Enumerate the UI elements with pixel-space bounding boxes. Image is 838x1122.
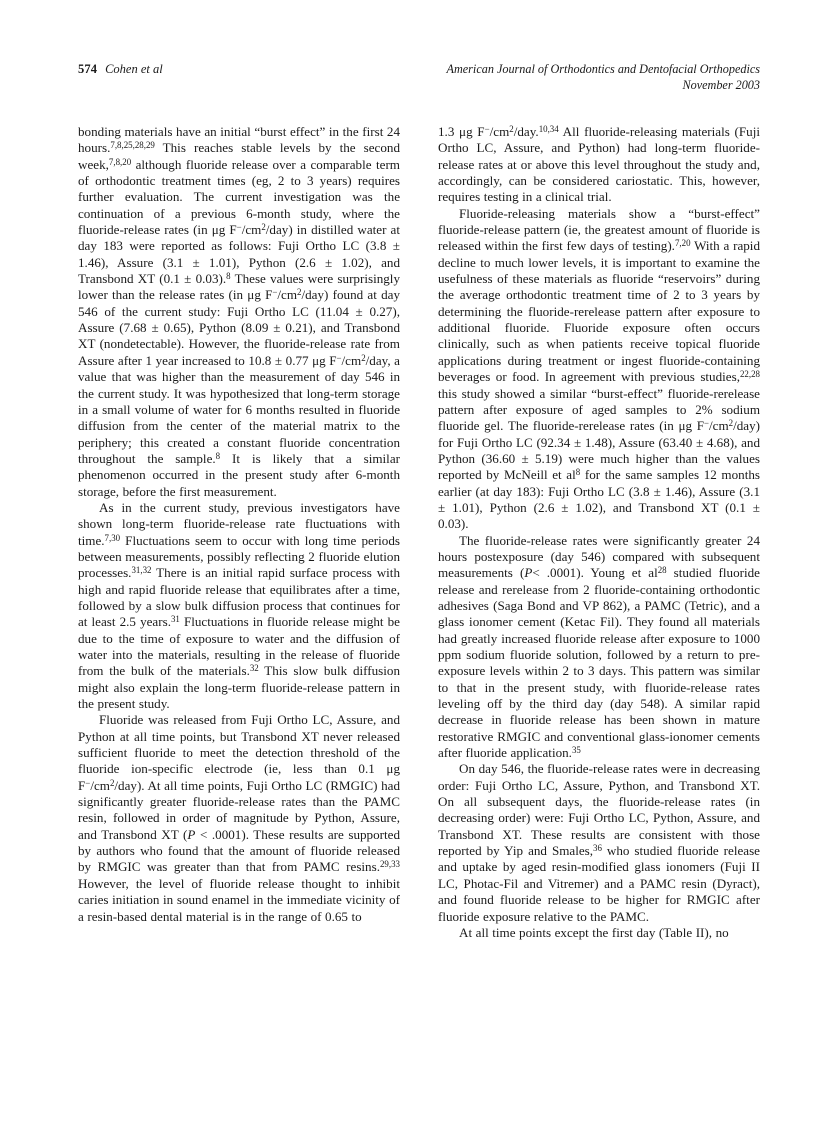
- paragraph: bonding materials have an initial “burst effect” in the first 24 hours.$^{7,8,25,28,29}$ This reaches stable levels by the second week,$^{7,8,20}$ although fluoride release over a comparable term of orthodontic treatment times (eg, 2 to 3 years) requires further evaluation. The current investigation was the continuation of a previous 6-month study, where the fluoride-release rates (in μg $F^-/cm^2/day$) in distilled water at day 183 were reported as follows: Fuji Ortho LC (3.8 ± 1.46), Assure (3.1 ± 1.01), Python (2.6 ± 1.02), and Transbond XT (0.1 ± 0.03).$^8$ These values were surprisingly lower than the release rates (in μg $F^-/cm^2/day$) found at day 546 of the current study: Fuji Ortho LC (11.04 ± 0.27), Assure (7.68 ± 0.65), Python (8.09 ± 0.21), and Transbond XT (nondetectable). However, the fluoride-release rate from Assure after 1 year increased to 10.8 ± 0.77 μg $F^-/cm^2$/day, a value that was higher than the measurement of day 546 in the current study. It was hypothesized that long-term storage in a small volume of water for 6 months resulted in fluoride diffusion from the center of the material matrix to the periphery; this created a constant fluoride concentration throughout the sample.$^8$ It is likely that a similar phenomenon occurred in the present study after 6-month storage, before the first measurement.: [78, 124, 400, 499]
- journal-title: American Journal of Orthodontics and Dentofacial Orthopedics: [446, 62, 760, 76]
- paragraph: On day 546, the fluoride-release rates were in decreasing order: Fuji Ortho LC, Assure, Python, and Transbond XT. On all subsequent days, the fluoride-release rates (in decreasing order) were: Fuji Ortho LC, Python, Assure, and Transbond XT. These results are consistent with those reported by Yip and Smales,$^{36}$ who studied fluoride release and uptake by aged resin-modified glass ionomers (Fuji II LC, Photac-Fil and Vitremer) and a PAMC resin (Dyract), and found fluoride release to be higher for RMGIC after fluoride exposure relative to the PAMC.: [438, 761, 760, 924]
- running-head-left: [78, 62, 163, 77]
- running-head-right: [447, 62, 760, 93]
- body-columns: [78, 124, 760, 1069]
- paragraph: As in the current study, previous investigators have shown long-term fluoride-release rate fluctuations with time.$^{7,30}$ Fluctuations seem to occur with long time periods between measurements, possibly reflecting 2 fluoride elution processes.$^{31,32}$ There is an initial rapid surface process with high and rapid fluoride release that equilibrates after a time, followed by a slow bulk diffusion process that continues for at least 2.5 years.$^{31}$ Fluctuations in fluoride release might be due to the time of exposure to water and the diffusion of water into the materials, resulting in the release of fluoride from the bulk of the materials.$^{32}$ This slow bulk diffusion might also explain the long-term fluoride-release pattern in the present study.: [78, 499, 400, 712]
- running-head-authors: Cohen et al: [105, 62, 163, 76]
- right-column: [438, 124, 760, 1069]
- page-number: 574: [78, 62, 98, 76]
- running-head: [78, 62, 760, 108]
- paragraph: Fluoride was released from Fuji Ortho LC, Assure, and Python at all time points, but Transbond XT never released sufficient fluoride to meet the detection threshold of the fluoride ion-specific electrode (ie, less than 0.1 μg $F^-/cm^2/day$). At all time points, Fuji Ortho LC (RMGIC) had significantly greater fluoride-release rates than the PAMC resin, followed in order of magnitude by Python, Assure, and Transbond XT (P < .0001). These results are supported by authors who found that the amount of fluoride released by RMGIC was greater than that from PAMC resins.$^{29,33}$ However, the level of fluoride release thought to inhibit caries initiation in sound enamel in the immediate vicinity of a resin-based dental material is in the range of 0.65 to: [78, 712, 400, 924]
- paragraph: The fluoride-release rates were significantly greater 24 hours postexposure (day 546) compared with subsequent measurements (P< .0001). Young et $al^{28}$ studied fluoride release and rerelease from 2 fluoride-containing orthodontic adhesives (Saga Bond and VP 862), a PAMC (Tetric), and a glass ionomer cement (Ketac Fil). They found all materials had greatly increased fluoride release after exposure to 1000 ppm sodium fluoride solution, followed by a return to pre-exposure levels within 2 to 3 days. This pattern was similar to that in the present study, with fluoride-release rates leveling off by the third day (day 548). A similar rapid decrease in fluoride release has been shown in mature restorative RMGIC and conventional glass-ionomer cements after fluoride application.$^{35}$: [438, 532, 760, 761]
- left-column: [78, 124, 400, 1069]
- paragraph: Fluoride-releasing materials show a “burst-effect” fluoride-release pattern (ie, the greatest amount of fluoride is released within the first few days of testing).$^{7,20}$ With a rapid decline to much lower levels, it is important to examine the usefulness of these materials as fluoride “reservoirs” during the average orthodontic treatment time of 2 to 3 years by determining the fluoride-rerelease pattern after exposure to additional fluoride. Fluoride exposure often occurs clinically, such as when patients receive topical fluoride applications during treatment or ingest fluoride-containing beverages or food. In agreement with previous studies,$^{22,28}$ this study showed a similar “burst-effect” fluoride-rerelease pattern after exposure of aged samples to 2% sodium fluoride gel. The fluoride-rerelease rates (in μg $F^-/cm^2/day$) for Fuji Ortho LC (92.34 ± 1.48), Assure (63.40 ± 4.68), and Python (36.60 ± 5.19) were much higher than the values reported by McNeill et $al^8$ for the same samples 12 months earlier (at day 183): Fuji Ortho LC (3.8 ± 1.46), Assure (3.1 ± 1.01), Python (2.6 ± 1.02), and Transbond XT (0.1 ± 0.03).: [438, 205, 760, 532]
- paragraph: 1.3 μg $F^-/cm^2/day.^{10,34}$ All fluoride-releasing materials (Fuji Ortho LC, Assure, and Python) had long-term fluoride-release rates at or above this level throughout the study and, accordingly, can be considered cariostatic. This, however, requires testing in a clinical trial.: [438, 124, 760, 205]
- paragraph: At all time points except the first day (Table II), no: [459, 924, 729, 940]
- issue-date: November 2003: [682, 77, 760, 92]
